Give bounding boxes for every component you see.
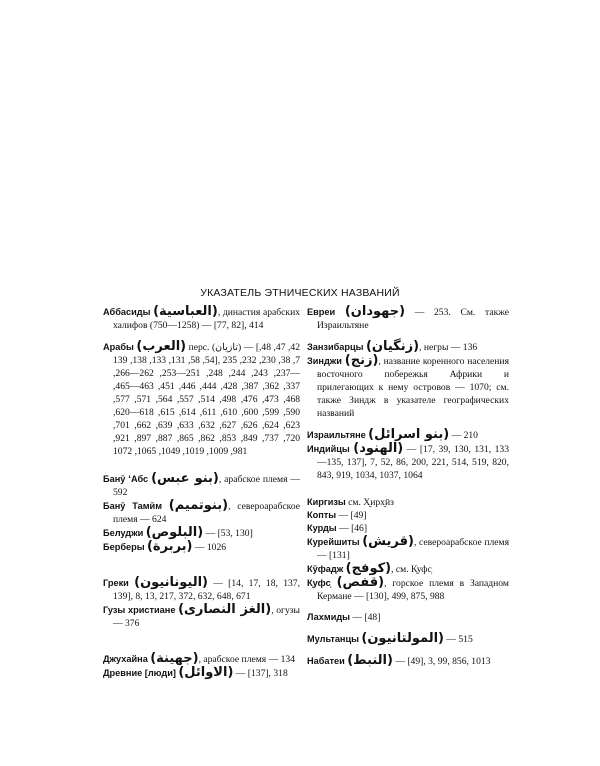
entry-arabic: (جهينة) [150, 651, 199, 666]
entry-term: Курейшиты [307, 537, 360, 547]
entry-arabic: (اليونانيون) [134, 575, 208, 590]
entry-text: — [49] [336, 510, 367, 521]
entry-text: , см. К̣уфс̣ [391, 564, 432, 575]
entry-text: — [137], 318 [233, 668, 288, 679]
index-entry [307, 354, 509, 420]
entry-arabic: (بنوتميم) [168, 498, 229, 513]
entry-term: Кӯфадж [307, 564, 344, 574]
entry-arabic: (الغز النصارى) [178, 602, 272, 617]
entry-text: , горское племя в Западном Кермане — [130], 499, 875, 988 [317, 578, 509, 602]
entry-text: — [17, 39, 130, 131, 133—135, 137], 7, 52, 86, 200, 221, 514, 519, 820, 843, 919, 1034, 1037, 1064 [317, 444, 509, 481]
entry-arabic: (بنو اسرائل) [368, 427, 450, 442]
index-entry [103, 499, 300, 526]
index-entry [307, 632, 509, 646]
index-entry [103, 472, 300, 499]
entry-term: Евреи [307, 307, 336, 317]
index-entry [103, 305, 300, 332]
index-entry [307, 562, 509, 576]
entry-term: Зинджи [307, 356, 342, 366]
index-entry [307, 442, 509, 482]
index-entry [307, 305, 509, 332]
entry-term: Аббасиды [103, 307, 151, 317]
entry-term: Набатеи [307, 656, 345, 666]
entry-term: Гузы христиане [103, 605, 176, 615]
index-entry [307, 535, 509, 562]
index-entry [103, 603, 300, 630]
entry-arabic: (الهنود) [353, 441, 404, 456]
entry-term: Копты [307, 510, 337, 520]
entry-arabic: (زنج) [344, 353, 379, 368]
entry-text: — [14, 17, 18, 137, 139], 8, 13, 217, 372, 632, 648, 671 [113, 578, 300, 602]
entry-text: — 515 [443, 634, 473, 645]
index-entry [103, 652, 300, 666]
right-column [307, 305, 509, 668]
index-entry [307, 509, 509, 522]
index-entry [307, 654, 509, 668]
entry-term: Израильтяне [307, 430, 366, 440]
entry-arabic: (جهودان) [344, 304, 406, 319]
entry-text: , североарабское племя — [131] [317, 537, 509, 561]
entry-term: Банӯ ʻАбс [103, 474, 149, 484]
index-entry [103, 666, 300, 680]
entry-arabic: (العباسية) [153, 304, 218, 319]
entry-arabic: (الاوائل) [178, 665, 234, 680]
entry-term: Курды [307, 523, 337, 533]
entry-text: см. Х̮ирх̮ӣз [345, 497, 394, 508]
entry-arabic: (بنو عبس) [151, 471, 219, 486]
entry-term: Берберы [103, 542, 145, 552]
entry-text: — 253. См. также Израильтяне [317, 307, 509, 331]
entry-text: , название коренного населения восточного побережья Африки и прилегающих к нему островов — 1070; см. также Зиндж в указателе географических названий [317, 356, 509, 419]
entry-arabic: (زنگيان) [365, 339, 420, 354]
entry-text: — [46] [336, 523, 368, 534]
entry-term: Арабы [103, 342, 134, 352]
entry-term: Древние [люди] [103, 668, 176, 678]
entry-term: Индийцы [307, 444, 350, 454]
index-entry [307, 496, 509, 509]
entry-text: , негры — 136 [419, 342, 478, 353]
entry-arabic: (بربرة) [146, 539, 193, 554]
entry-text: , огузы — 376 [113, 605, 300, 629]
entry-term: Греки [103, 578, 129, 588]
page-title: УКАЗАТЕЛЬ ЭТНИЧЕСКИХ НАЗВАНИЙ [200, 287, 400, 299]
index-entry [307, 576, 509, 603]
entry-term: Белуджи [103, 528, 144, 538]
entry-arabic: (النبط) [347, 653, 393, 668]
entry-term: К̣уфс̣ [307, 578, 331, 588]
entry-arabic: (المولتانيون) [361, 631, 444, 646]
entry-arabic: (العرب) [136, 339, 187, 354]
entry-term: Занзибарцы [307, 342, 364, 352]
entry-text: , арабское племя — 592 [113, 474, 301, 498]
entry-text: — [48] [350, 612, 381, 623]
entry-term: Джухайна [103, 654, 148, 664]
index-entry [307, 340, 509, 354]
entry-term: Банӯ Тамӣм [103, 501, 163, 511]
entry-arabic: (قريش) [362, 534, 414, 549]
index-entry [307, 428, 509, 442]
index-entry [103, 576, 300, 603]
entry-arabic: (كوفج) [345, 561, 392, 576]
left-column [103, 305, 300, 680]
entry-text: — [49], 3, 99, 856, 1013 [392, 656, 491, 667]
entry-text: — 210 [449, 430, 478, 441]
entry-text: , североарабское племя — 624 [113, 501, 300, 525]
entry-text: , династия арабских халифов (750—1258) — [77, 82], 414 [113, 307, 300, 331]
entry-text: — 1026 [192, 542, 227, 553]
index-entry [103, 340, 300, 458]
entry-arabic: (قفص) [336, 575, 385, 590]
entry-arabic: (البلوص) [145, 525, 204, 540]
index-entry [103, 540, 300, 554]
entry-text: перс. (تازيان) — [42, 47, 48, 54, 58, 131, 133, 138, 139], 7, 38, 230, 232, 235—237, 243, 244, 248, 251—253, 262—266, 337, 362, 387, 428, 444, 446, 451, 463—465, 468, 473, 476, 498, 514, 557, 564, 571, 577, 590, 599, 600, 610, 611, 614, 615, 618—620, 623, 624, 626, 627, 632, 633, 639, 662, 701, 720, 737, 849, 853, 862, 865, 887, 897, 921, 981, 1009, 1019, 1049, 1065, 1072 [113, 342, 301, 457]
index-entry [307, 611, 509, 624]
entry-term: Мультанцы [307, 634, 359, 644]
index-entry [103, 526, 300, 540]
entry-text: — [53, 130] [203, 528, 253, 539]
entry-term: Киргизы [307, 497, 346, 507]
entry-term: Лахмиды [307, 612, 351, 622]
entry-text: , арабское племя — 134 [198, 654, 296, 665]
